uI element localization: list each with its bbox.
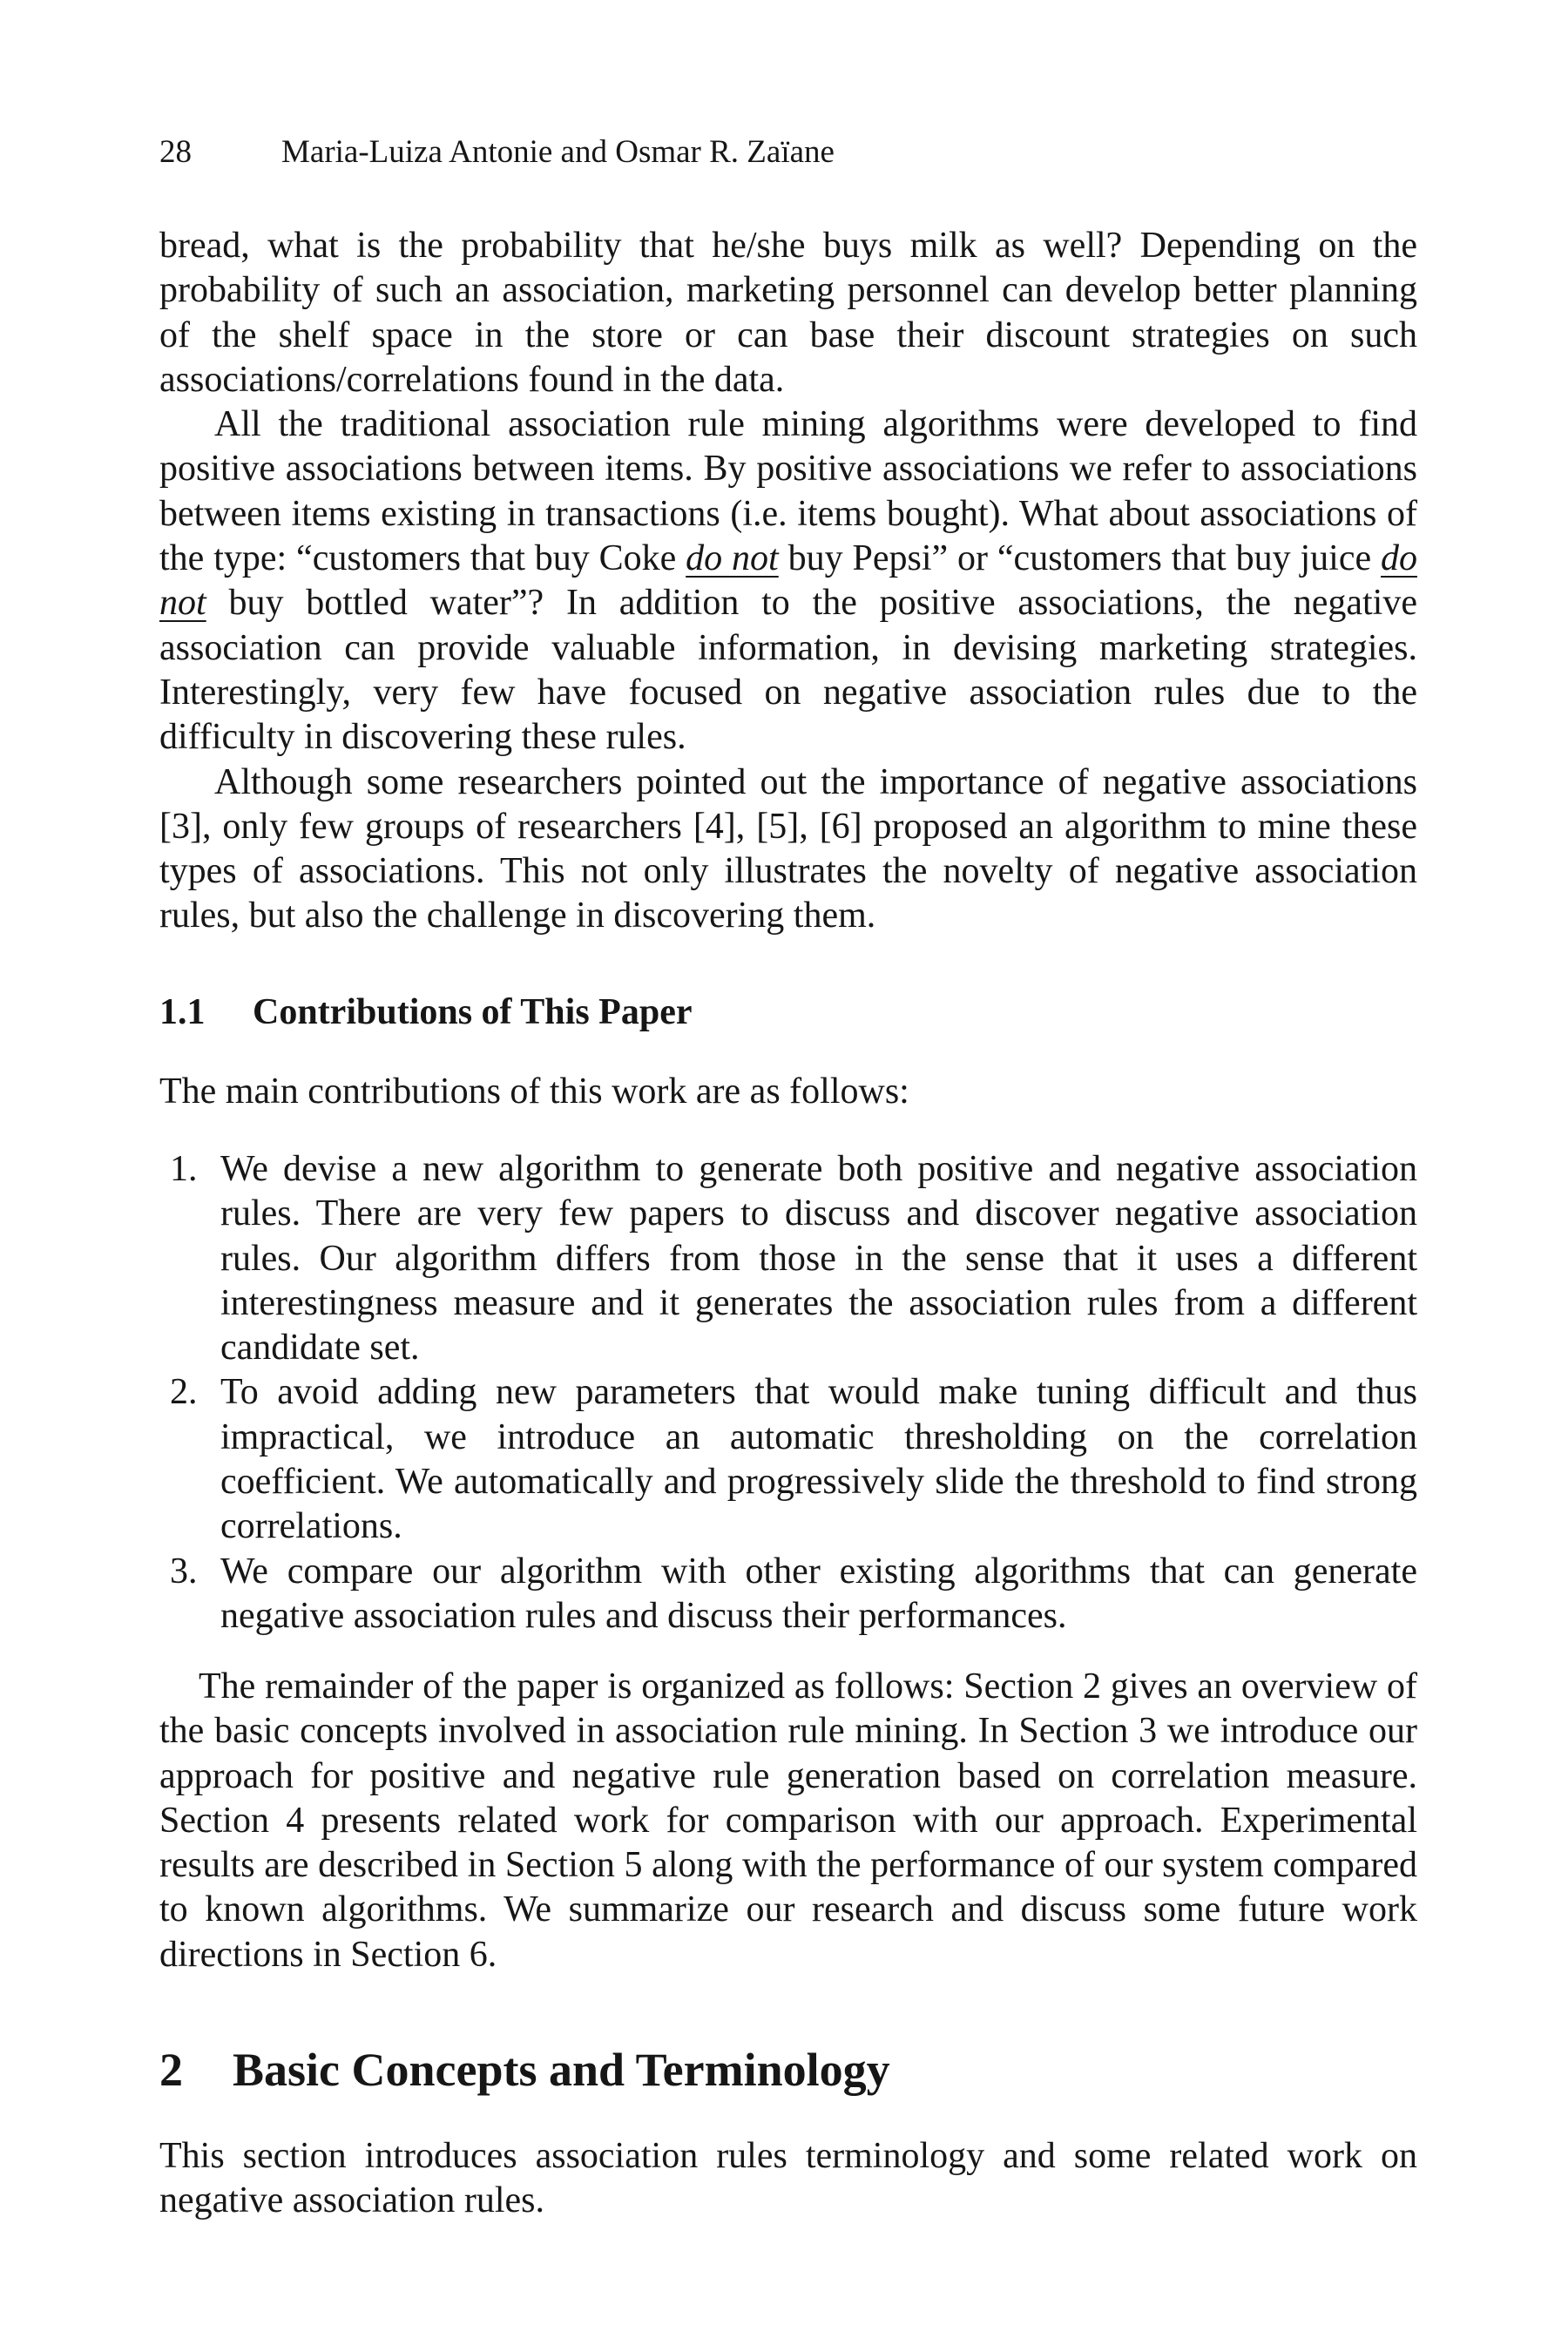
list-item bbox=[159, 1550, 1417, 1639]
section-title: Basic Concepts and Terminology bbox=[233, 2044, 890, 2096]
list-item bbox=[159, 1370, 1417, 1549]
list-item-number: 1. bbox=[170, 1149, 198, 1189]
remainder-block bbox=[159, 1665, 1417, 1977]
list-item-text: To avoid adding new parameters that would make tuning difficult and thus impractical, we introduce an automatic thresholding on the correlation coefficient. We automatically and progressively slide the threshold to find strong correlations. bbox=[220, 1372, 1417, 1547]
author-names: Maria-Luiza Antonie and Osmar R. Zaïane bbox=[281, 134, 835, 170]
section-heading bbox=[159, 2040, 890, 2099]
list-item bbox=[159, 1147, 1417, 1370]
contributions-list bbox=[159, 1147, 1417, 1639]
list-item-number: 3. bbox=[170, 1551, 198, 1592]
list-item-text: We devise a new algorithm to generate both positive and negative association rules. There are very few papers to discuss and discover negative association rules. Our algorithm differs from those in the sense that it uses a different interestingness measure and it generates the association rules from a different candidate set. bbox=[220, 1149, 1417, 1369]
subsection-number: 1.1 bbox=[159, 992, 206, 1032]
subsection-title: Contributions of This Paper bbox=[253, 992, 693, 1032]
paragraph-section-intro: This section introduces association rules terminology and some related work on negative association rules. bbox=[159, 2136, 1417, 2221]
paragraph-positive-negative: All the traditional association rule mining algorithms were developed to find positive associations between items. By positive associations we refer to associations between items existing in transactions (i.e. items bought). What about associations of the type: “customers that buy Coke do not buy Pepsi” or “customers that buy juice do not buy bottled water”? In addition to the positive associations, the negative association can provide valuable information, in devising marketing strategies. Interestingly, very few have focused on negative association rules due to the difficulty in discovering these rules. bbox=[159, 404, 1417, 758]
contrib-intro-block bbox=[159, 1070, 1417, 1114]
emphasis-do-not: do not bbox=[686, 538, 779, 579]
section-number: 2 bbox=[159, 2044, 183, 2096]
list-item-number: 2. bbox=[170, 1372, 198, 1413]
paragraph-organization: The remainder of the paper is organized as follows: Section 2 gives an overview of the basic concepts involved in association rule mining. In Section 3 we introduce our approach for positive and negative rule generation based on correlation measure. Section 4 presents related work for comparison with our approach. Experimental results are described in Section 5 along with the performance of our system compared to known algorithms. We summarize our research and discuss some future work directions in Section 6. bbox=[159, 1666, 1417, 1975]
subsection-heading bbox=[159, 988, 692, 1037]
intro-text-block bbox=[159, 224, 1417, 939]
emphasis-do-not: do not bbox=[159, 538, 1417, 624]
page-number: 28 bbox=[159, 134, 192, 170]
contributions-intro: The main contributions of this work are as follows: bbox=[159, 1071, 909, 1112]
paragraph-continued: bread, what is the probability that he/she buys milk as well? Depending on the probability of such an association, marketing personnel can develop better planning of the shelf space in the store or can base their discount strategies on such associations/correlations found in the data. bbox=[159, 226, 1417, 400]
section-intro-block bbox=[159, 2134, 1417, 2224]
list-item-text: We compare our algorithm with other existing algorithms that can generate negative association rules and discuss their performances. bbox=[220, 1551, 1417, 1636]
running-header bbox=[159, 132, 835, 173]
paragraph-related-research: Although some researchers pointed out the importance of negative associations [3], only few groups of researchers [4], [5], [6] proposed an algorithm to mine these types of associations. This not only illustrates the novelty of negative association rules, but also the challenge in discovering them. bbox=[159, 761, 1417, 936]
